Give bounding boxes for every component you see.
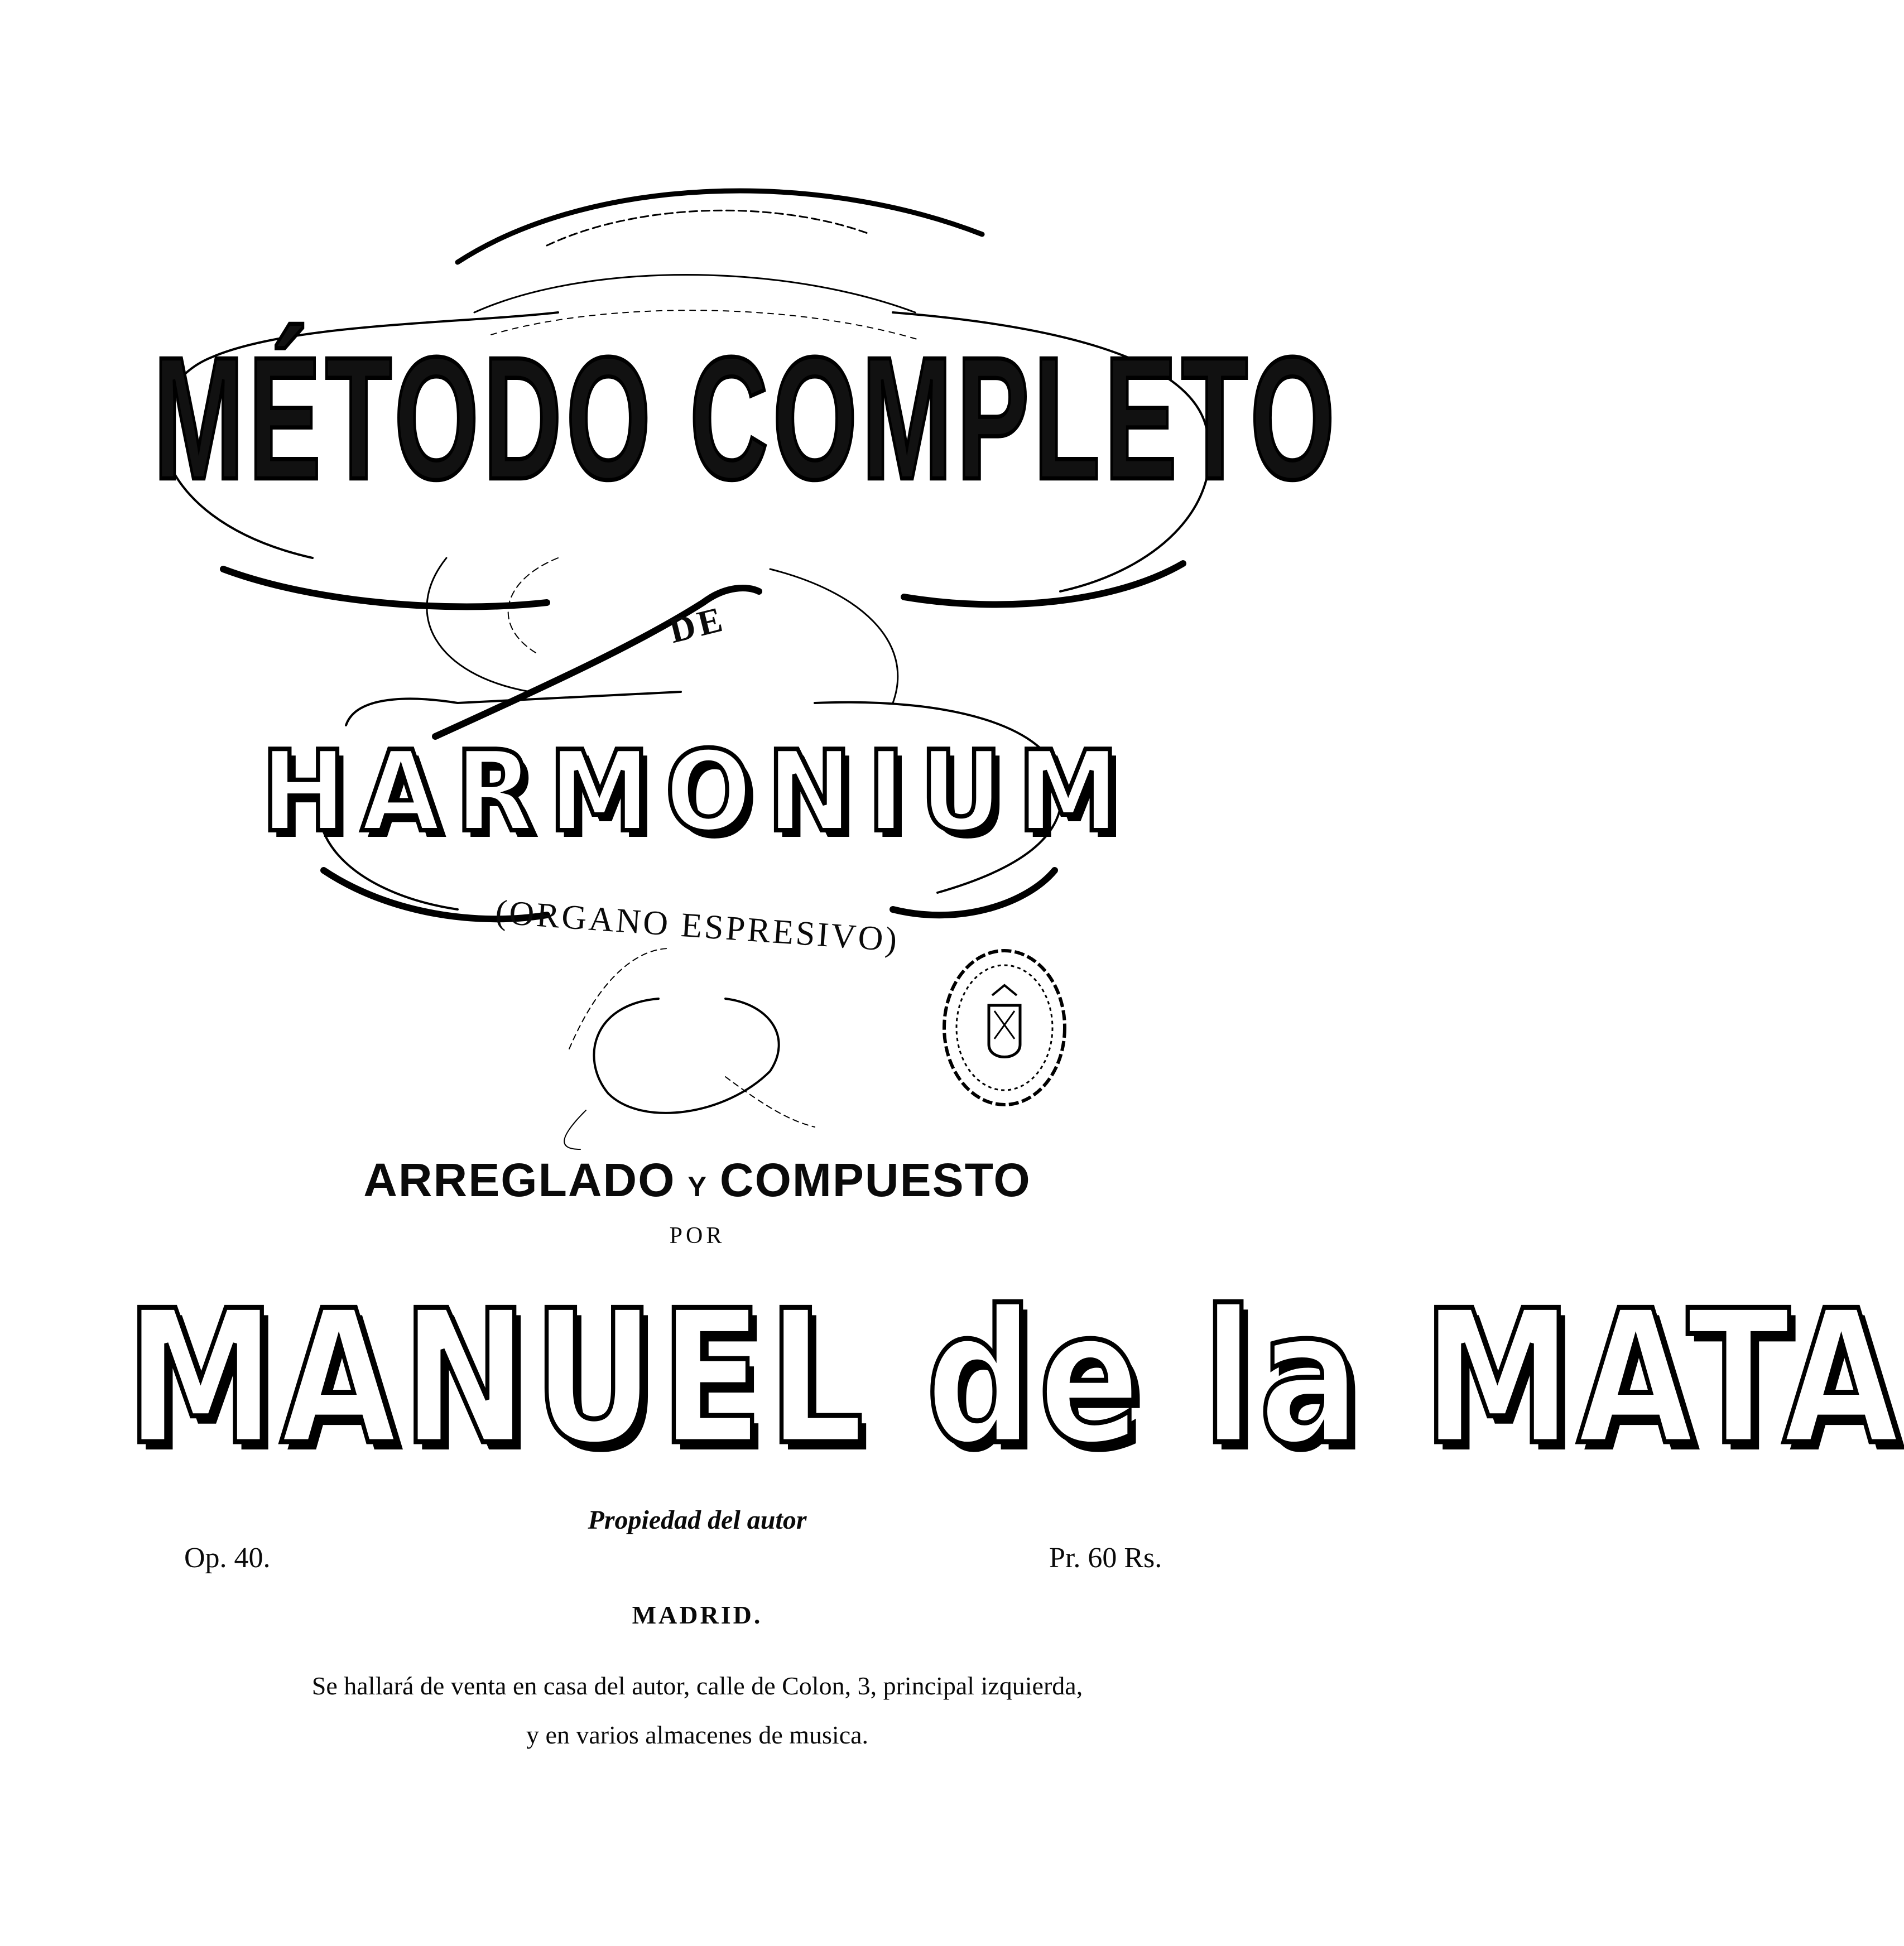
by-label: POR [669, 1223, 725, 1249]
sale-line-1: Se hallará de venta en casa del autor, calle de Colon, 3, principal izquierda, [311, 1672, 1083, 1700]
title-instrument: HARMONIUM [261, 727, 1134, 857]
title-main: MÉTODO COMPLETO [153, 321, 1339, 516]
arranged-right: COMPUESTO [719, 1154, 1031, 1206]
sale-line-2: y en varios almacenes de musica. [526, 1721, 869, 1749]
title-de: DE [665, 598, 729, 651]
arranged-line [0, 1149, 1395, 1217]
price-label: Pr. 60 Rs. [1049, 1542, 1162, 1574]
ownership-note: Propiedad del autor [588, 1505, 807, 1535]
author-name: MANUEL de la MATA [125, 1271, 1904, 1485]
arranged-left: ARREGLADO [363, 1154, 676, 1206]
opus-number: Op. 40. [184, 1542, 271, 1574]
library-seal-stamp-icon [939, 944, 1070, 1111]
subtitle-organo: (ORGANO ESPRESIVO) [494, 893, 901, 960]
city-label: MADRID. [632, 1601, 763, 1629]
arranged-conj: Y [687, 1171, 708, 1202]
